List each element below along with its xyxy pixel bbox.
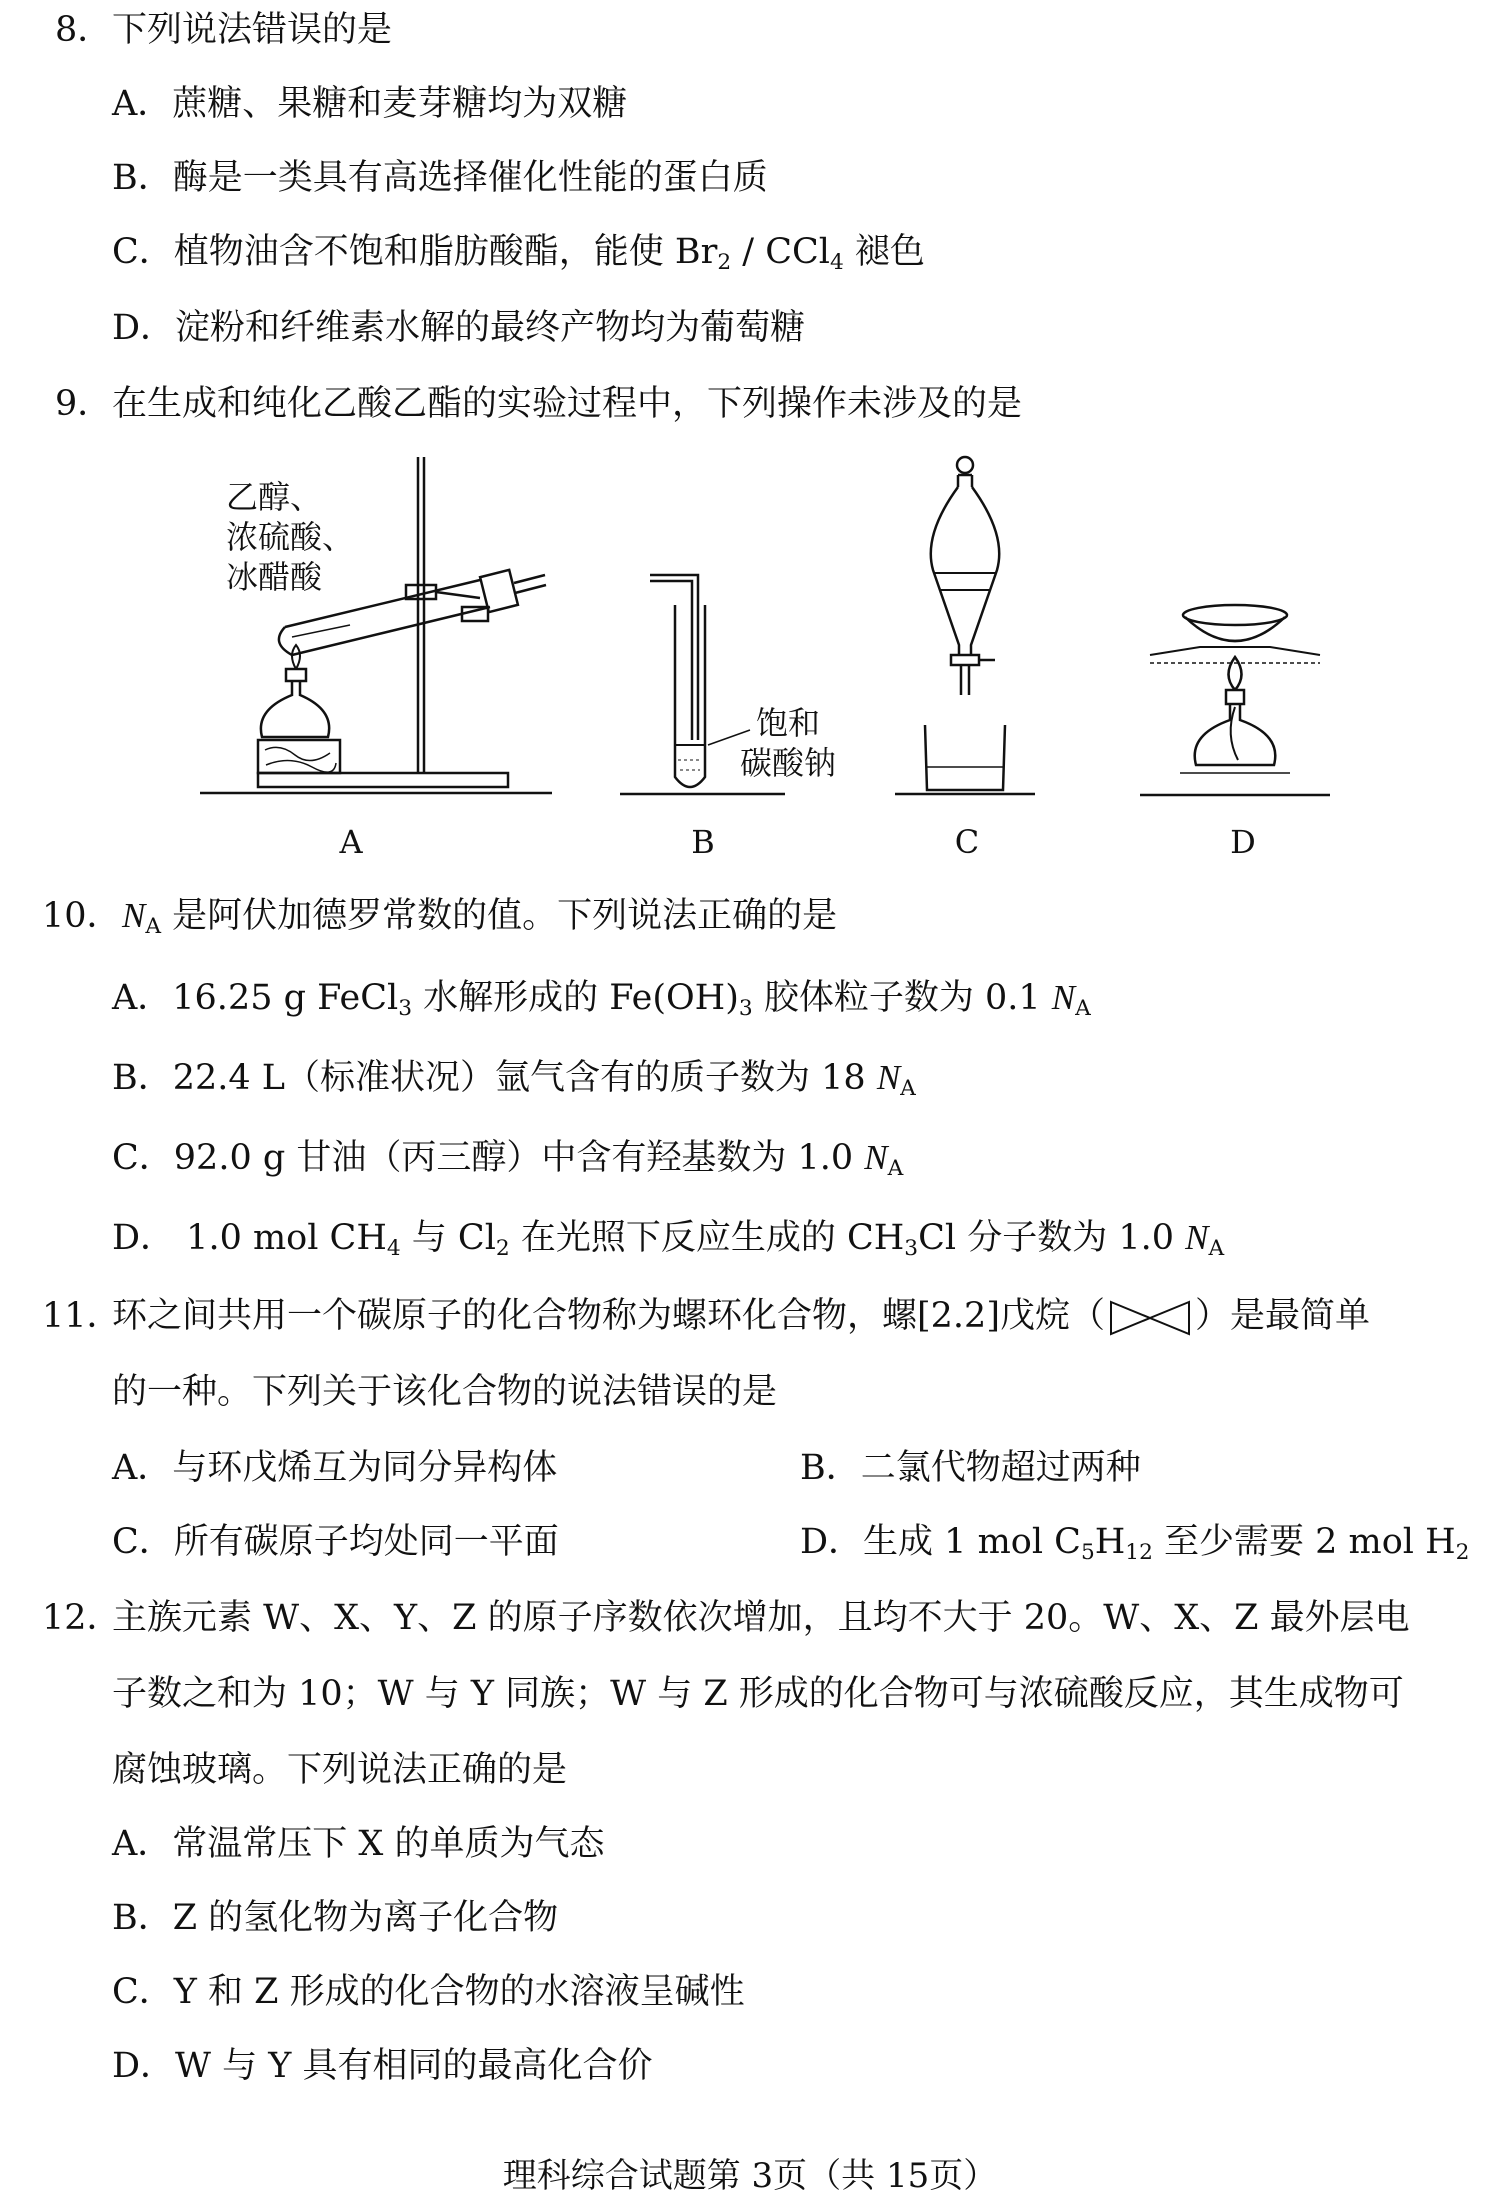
option-b-text: B．二氯代物超过两种: [800, 1448, 1141, 1488]
option-text-part: H: [1094, 1522, 1126, 1562]
question-number: 8．: [55, 10, 113, 50]
option-text-part: A．16.25 g FeCl: [112, 978, 399, 1018]
option-text-part: 水解形成的 Fe(OH): [412, 978, 739, 1018]
option-text: B．Z 的氢化物为离子化合物: [112, 1898, 559, 1938]
option-text-part: C．植物油含不饱和脂肪酸酯，能使 Br: [112, 232, 718, 272]
option-text: D．淀粉和纤维素水解的最终产物均为葡萄糖: [112, 308, 806, 348]
avogadro-symbol: N: [1185, 1218, 1209, 1257]
apparatus-label-a: A: [339, 823, 363, 861]
question-number: 9．: [55, 384, 113, 424]
apparatus-c-separatory-funnel: [895, 455, 1035, 800]
saturated-label-2: 碳酸钠: [740, 744, 837, 782]
apparatus-a-heating-test-tube: [200, 455, 560, 800]
reagent-label-1: 乙醇、: [226, 478, 323, 516]
option-text-part: D． 1.0 mol CH: [112, 1218, 387, 1258]
option-text-part: Cl 分子数为 1.0: [918, 1218, 1186, 1258]
avogadro-symbol: N: [1051, 978, 1076, 1017]
subscript: 2: [495, 1236, 510, 1262]
reagent-label-2: 浓硫酸、: [226, 518, 355, 556]
question-stem-text: 是阿伏加德罗常数的值。下列说法正确的是: [161, 896, 838, 936]
subscript: A: [1075, 996, 1091, 1022]
subscript: A: [145, 914, 162, 940]
option-text: A．常温常压下 X 的单质为气态: [112, 1824, 605, 1864]
option-text-part: D．生成 1 mol C: [800, 1522, 1081, 1562]
question-stem-text: 环之间共用一个碳原子的化合物称为螺环化合物，螺[2.2]戊烷（: [112, 1296, 1105, 1336]
option-text-part: 与 Cl: [400, 1218, 496, 1258]
option-text: [112, 230, 925, 274]
subscript: 4: [386, 1236, 401, 1262]
option-text: A．蔗糖、果糖和麦芽糖均为双糖: [112, 84, 628, 124]
option-text: [112, 1216, 1224, 1260]
question-stem: 在生成和纯化乙酸乙酯的实验过程中，下列操作未涉及的是: [112, 384, 1023, 424]
question-stem: 主族元素 W、X、Y、Z 的原子序数依次增加，且均不大于 20。W、X、Z 最外层电: [112, 1598, 1410, 1638]
question-number: 12．: [42, 1598, 122, 1638]
apparatus-label-b: B: [691, 823, 715, 861]
option-text: [112, 1056, 916, 1100]
option-text: C．Y 和 Z 形成的化合物的水溶液呈碱性: [112, 1972, 745, 2012]
page-footer: 理科综合试题第 3页（共 15页）: [502, 2156, 998, 2196]
subscript: A: [900, 1076, 916, 1102]
subscript: 2: [717, 250, 732, 276]
question-stem: 下列说法错误的是: [112, 10, 393, 50]
option-text: B．酶是一类具有高选择催化性能的蛋白质: [112, 158, 768, 198]
question-stem: [122, 894, 837, 938]
question-stem: 的一种。下列关于该化合物的说法错误的是: [112, 1372, 778, 1412]
apparatus-label-d: D: [1230, 823, 1256, 861]
subscript: 3: [904, 1236, 919, 1262]
spiropentane-structure-icon: [1107, 1298, 1193, 1338]
option-text-part: 至少需要 2 mol H: [1152, 1522, 1456, 1562]
option-text-part: 在光照下反应生成的 CH: [509, 1218, 905, 1258]
saturated-label-1: 饱和: [756, 704, 821, 742]
avogadro-symbol: N: [864, 1138, 888, 1177]
option-c-text: C．所有碳原子均处同一平面: [112, 1522, 559, 1562]
subscript: 4: [829, 250, 844, 276]
subscript: 3: [398, 996, 412, 1022]
subscript: 3: [738, 996, 753, 1022]
question-stem: [112, 1294, 1370, 1338]
option-text-part: 胶体粒子数为 0.1: [752, 978, 1052, 1018]
option-a-text: A．与环戊烯互为同分异构体: [112, 1448, 558, 1488]
option-text: D．W 与 Y 具有相同的最高化合价: [112, 2046, 653, 2086]
subscript: A: [1208, 1236, 1225, 1262]
question-number: 10．: [42, 896, 122, 936]
avogadro-symbol: N: [876, 1058, 901, 1097]
question-stem: 子数之和为 10；W 与 Y 同族；W 与 Z 形成的化合物可与浓硫酸反应，其生成物可: [112, 1674, 1404, 1714]
option-text-part: / CCl: [731, 232, 830, 272]
reagent-label-3: 冰醋酸: [226, 558, 323, 596]
question-stem: 腐蚀玻璃。下列说法正确的是: [112, 1750, 568, 1790]
option-text-part: C．92.0 g 甘油（丙三醇）中含有羟基数为 1.0: [112, 1138, 865, 1178]
option-text: [112, 1136, 903, 1180]
option-text: [112, 976, 1091, 1020]
question-number: 11．: [42, 1296, 122, 1336]
apparatus-label-c: C: [954, 823, 980, 861]
subscript: 5: [1080, 1540, 1095, 1566]
option-d-text: [800, 1520, 1469, 1564]
subscript: 12: [1125, 1540, 1153, 1566]
question-stem-text: ）是最简单: [1194, 1296, 1370, 1336]
apparatus-d-evaporating-dish: [1140, 595, 1330, 800]
option-text-part: 褪色: [843, 232, 925, 272]
subscript: 2: [1455, 1540, 1470, 1566]
subscript: A: [887, 1156, 904, 1182]
option-text-part: B．22.4 L（标准状况）氩气含有的质子数为 18: [112, 1058, 877, 1098]
avogadro-symbol: N: [122, 896, 146, 935]
